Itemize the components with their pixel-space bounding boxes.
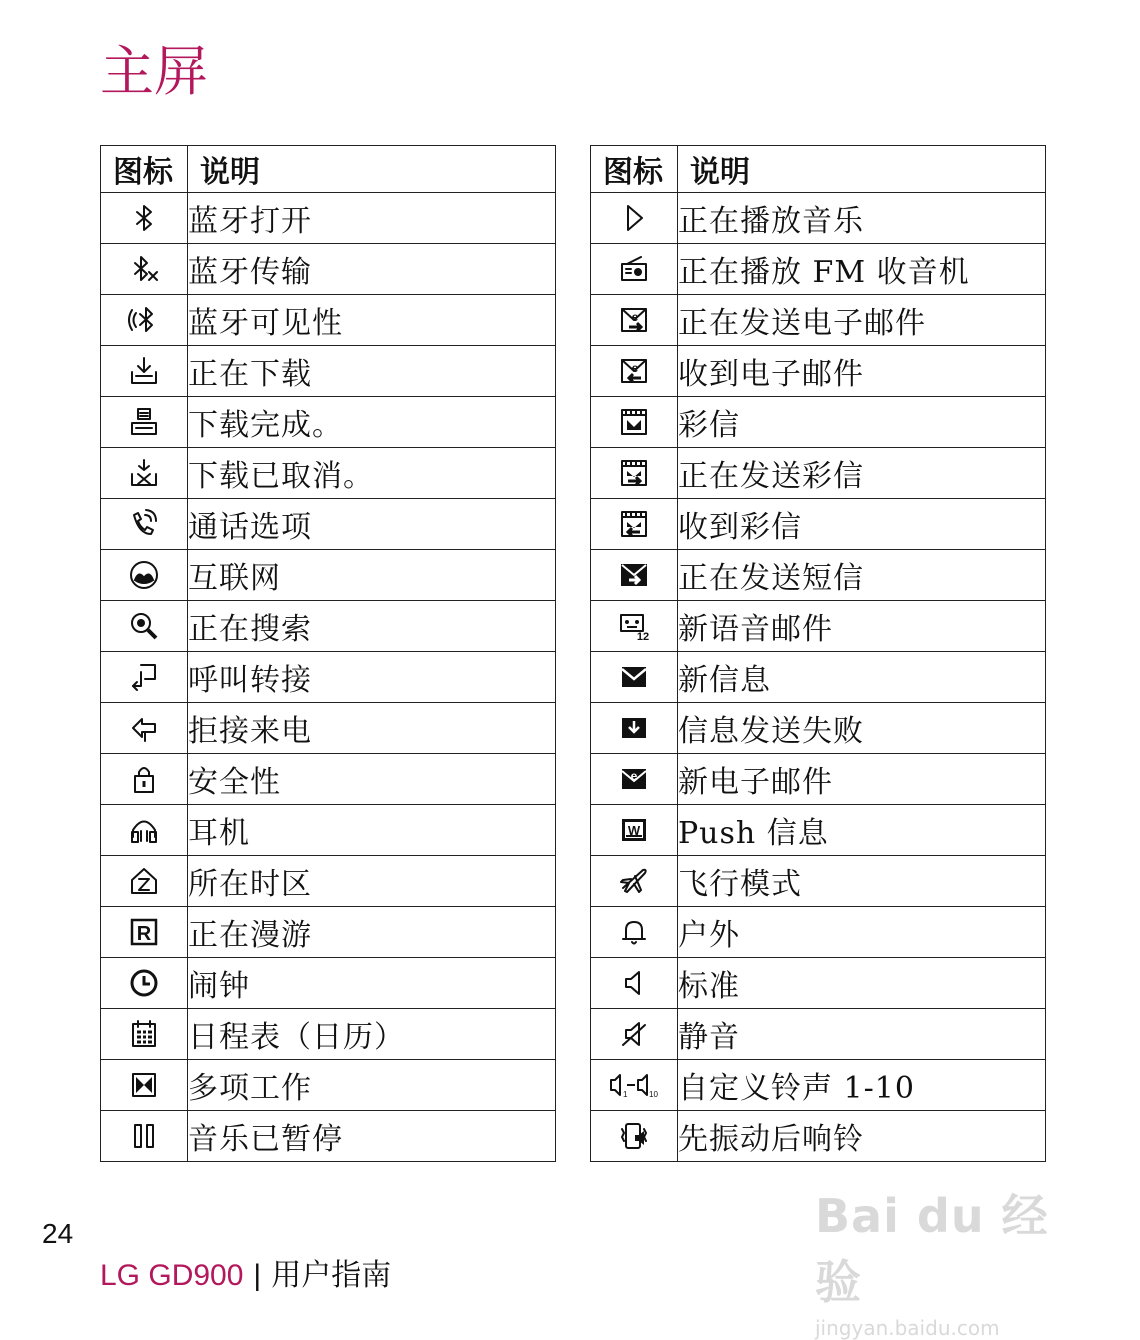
icon-cell [591, 703, 678, 754]
icon-cell [101, 703, 188, 754]
internet-icon [127, 558, 161, 592]
svg-text:e: e [631, 361, 639, 375]
bluetooth-visible-icon [127, 303, 161, 337]
table-row [101, 193, 556, 244]
table-row [101, 601, 556, 652]
table-row [101, 805, 556, 856]
icon-description: 多项工作 [188, 1060, 556, 1111]
svg-text:10: 10 [649, 1090, 658, 1099]
table-row [101, 1111, 556, 1162]
table-row [591, 652, 1046, 703]
icon-cell [101, 1009, 188, 1060]
headset-icon [127, 813, 161, 847]
header-desc-label: 说明 [678, 146, 1046, 193]
table-row [101, 703, 556, 754]
table-row [591, 244, 1046, 295]
speaker-normal-icon [617, 966, 651, 1000]
svg-text:W: W [627, 823, 641, 838]
outdoor-bell-icon [617, 915, 651, 949]
icon-description: 日程表（日历） [188, 1009, 556, 1060]
footer-guide: 用户指南 [271, 1258, 392, 1293]
icon-cell [591, 1060, 678, 1111]
icon-description: 闹钟 [188, 958, 556, 1009]
icon-description: 静音 [678, 1009, 1046, 1060]
icon-description: 信息发送失败 [678, 703, 1046, 754]
table-row [591, 907, 1046, 958]
icon-description: 正在漫游 [188, 907, 556, 958]
icon-description: 安全性 [188, 754, 556, 805]
bluetooth-on-icon [127, 201, 161, 235]
email-sending-icon [617, 303, 651, 337]
page-title: 主屏 [100, 40, 208, 103]
table-row [101, 754, 556, 805]
icon-description: Push 信息 [678, 805, 1046, 856]
table-row [591, 1111, 1046, 1162]
icon-description: 正在搜索 [188, 601, 556, 652]
silent-icon [617, 1017, 651, 1051]
icon-description: 呼叫转接 [188, 652, 556, 703]
icon-description: 音乐已暂停 [188, 1111, 556, 1162]
table-row [591, 448, 1046, 499]
download-cancelled-icon [127, 456, 161, 490]
icon-description: 新信息 [678, 652, 1046, 703]
icon-cell [591, 805, 678, 856]
icon-description: 蓝牙传输 [188, 244, 556, 295]
alarm-clock-icon [127, 966, 161, 1000]
icon-cell [101, 958, 188, 1009]
airplane-mode-icon [617, 864, 651, 898]
baidu-watermark [815, 1180, 1075, 1340]
table-row [101, 550, 556, 601]
table-row [101, 499, 556, 550]
icon-description: 先振动后响铃 [678, 1111, 1046, 1162]
watermark-url: jingyan.baidu.com [815, 1316, 1000, 1340]
table-row [101, 295, 556, 346]
icon-description: 下载完成。 [188, 397, 556, 448]
security-lock-icon [127, 762, 161, 796]
icon-cell [591, 193, 678, 244]
table-row [101, 448, 556, 499]
new-email-icon [617, 762, 651, 796]
icon-cell [591, 550, 678, 601]
table-row [101, 1009, 556, 1060]
new-message-icon [617, 660, 651, 694]
header-icon-label: 图标 [591, 146, 678, 193]
table-row [591, 856, 1046, 907]
mms-received-icon [617, 507, 651, 541]
icon-cell [101, 295, 188, 346]
table-row [591, 805, 1046, 856]
icon-description: 户外 [678, 907, 1046, 958]
svg-text:e: e [631, 310, 639, 324]
icon-cell [101, 346, 188, 397]
icon-cell [101, 244, 188, 295]
icon-cell [591, 1009, 678, 1060]
table-row [591, 295, 1046, 346]
icon-cell [591, 907, 678, 958]
message-failed-icon [617, 711, 651, 745]
icon-description: 所在时区 [188, 856, 556, 907]
icon-cell [101, 499, 188, 550]
icon-cell [101, 448, 188, 499]
icon-description: 彩信 [678, 397, 1046, 448]
table-row [101, 907, 556, 958]
right-table-body [591, 193, 1046, 1162]
downloading-icon [127, 354, 161, 388]
icon-description: 蓝牙可见性 [188, 295, 556, 346]
email-received-icon [617, 354, 651, 388]
icon-description: 标准 [678, 958, 1046, 1009]
searching-icon [127, 609, 161, 643]
icon-description: 自定义铃声 1-10 [678, 1060, 1046, 1111]
music-paused-icon [127, 1119, 161, 1153]
icon-cell [591, 958, 678, 1009]
icon-description: 正在发送彩信 [678, 448, 1046, 499]
home-zone-icon [127, 864, 161, 898]
icon-cell [591, 295, 678, 346]
mms-icon [617, 405, 651, 439]
music-playing-icon [617, 201, 651, 235]
push-message-icon [617, 813, 651, 847]
table-row [591, 1009, 1046, 1060]
icon-description: 正在发送电子邮件 [678, 295, 1046, 346]
icon-cell [101, 1111, 188, 1162]
icon-description: 飞行模式 [678, 856, 1046, 907]
icon-cell [591, 754, 678, 805]
icon-description: 通话选项 [188, 499, 556, 550]
svg-text:e: e [630, 769, 638, 783]
icon-cell [101, 652, 188, 703]
table-row [591, 601, 1046, 652]
table-row [591, 346, 1046, 397]
table-header-row [591, 146, 1046, 193]
table-header-row [101, 146, 556, 193]
table-row [591, 550, 1046, 601]
icon-cell [591, 346, 678, 397]
icon-cell [101, 754, 188, 805]
voicemail-icon [617, 609, 651, 643]
table-row [101, 244, 556, 295]
download-complete-icon [127, 405, 161, 439]
vibrate-then-ring-icon [617, 1119, 651, 1153]
header-desc-label: 说明 [188, 146, 556, 193]
icon-cell [101, 397, 188, 448]
footer-separator: | [253, 1259, 262, 1292]
icon-description: 下载已取消。 [188, 448, 556, 499]
table-row [591, 703, 1046, 754]
sms-sending-icon [617, 558, 651, 592]
left-table-body [101, 193, 556, 1162]
icon-description: 新语音邮件 [678, 601, 1046, 652]
icon-cell [101, 856, 188, 907]
table-row [591, 1060, 1046, 1111]
icon-cell [101, 1060, 188, 1111]
svg-text:R: R [136, 923, 152, 945]
table-row [591, 754, 1046, 805]
table-row [101, 397, 556, 448]
roaming-icon [127, 915, 161, 949]
icon-table-right [590, 145, 1046, 1162]
bluetooth-transfer-icon [127, 252, 161, 286]
multitask-icon [127, 1068, 161, 1102]
icon-cell [591, 601, 678, 652]
icon-table-left [100, 145, 556, 1162]
footer-brand: LG GD900 [100, 1259, 244, 1292]
table-row [591, 499, 1046, 550]
icon-cell [591, 1111, 678, 1162]
icon-cell [591, 448, 678, 499]
table-row [101, 856, 556, 907]
icon-cell [591, 397, 678, 448]
svg-text:1: 1 [623, 1090, 628, 1099]
custom-ringtone-icon [592, 1068, 676, 1102]
call-divert-icon [127, 660, 161, 694]
table-row [591, 193, 1046, 244]
table-row [101, 346, 556, 397]
icon-cell [101, 193, 188, 244]
icon-description: 耳机 [188, 805, 556, 856]
icon-description: 新电子邮件 [678, 754, 1046, 805]
table-row [101, 652, 556, 703]
icon-description: 正在下载 [188, 346, 556, 397]
reject-call-icon [127, 711, 161, 745]
icon-description: 互联网 [188, 550, 556, 601]
icon-description: 拒接来电 [188, 703, 556, 754]
header-icon-label: 图标 [101, 146, 188, 193]
mms-sending-icon [617, 456, 651, 490]
calendar-icon [127, 1017, 161, 1051]
icon-cell [591, 856, 678, 907]
table-row [101, 1060, 556, 1111]
icon-cell [101, 907, 188, 958]
fm-radio-icon [617, 252, 651, 286]
icon-description: 正在播放 FM 收音机 [678, 244, 1046, 295]
icon-description: 正在发送短信 [678, 550, 1046, 601]
icon-cell [101, 550, 188, 601]
table-row [591, 397, 1046, 448]
icon-description: 收到电子邮件 [678, 346, 1046, 397]
icon-description: 收到彩信 [678, 499, 1046, 550]
icon-cell [101, 805, 188, 856]
icon-cell [591, 499, 678, 550]
call-options-icon [127, 507, 161, 541]
table-row [591, 958, 1046, 1009]
icon-cell [591, 652, 678, 703]
icon-description: 蓝牙打开 [188, 193, 556, 244]
footer [100, 1250, 391, 1294]
svg-text:12: 12 [636, 631, 650, 643]
page-number: 24 [42, 1218, 74, 1249]
icon-description: 正在播放音乐 [678, 193, 1046, 244]
icon-cell [591, 244, 678, 295]
watermark-logo: Bai du 经验 [815, 1189, 1049, 1309]
table-row [101, 958, 556, 1009]
icon-cell [101, 601, 188, 652]
